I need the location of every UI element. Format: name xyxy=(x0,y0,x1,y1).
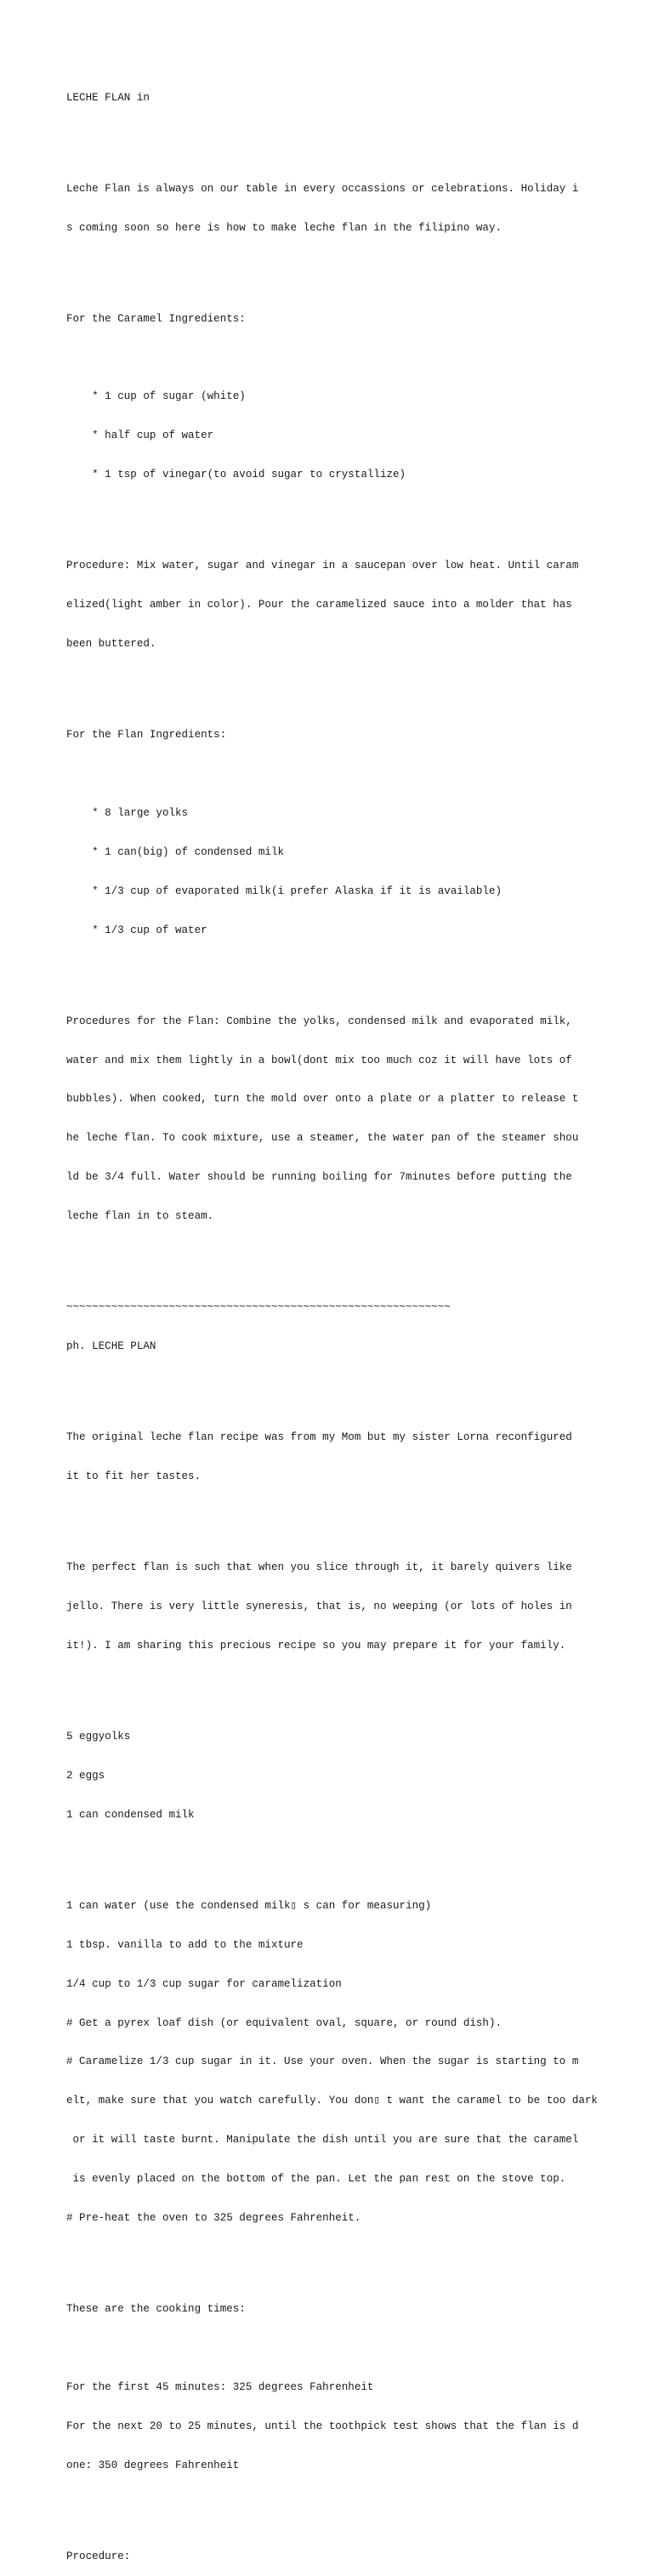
instruction-line: # Pre-heat the oven to 325 degrees Fahrenheit. xyxy=(66,2211,361,2224)
intro-line: s coming soon so here is how to make leche flan in the filipino way. xyxy=(66,221,502,234)
ingredient-line: 1 can water (use the condensed milk▯ s can for measuring) xyxy=(66,1899,432,1912)
flan-procedure-line: he leche flan. To cook mixture, use a steamer, the water pan of the steamer shou xyxy=(66,1132,579,1145)
spacer xyxy=(66,1379,644,1392)
origin-line: it to fit her tastes. xyxy=(66,1470,202,1483)
times-line: For the next 20 to 25 minutes, until the toothpick test shows that the flan is d xyxy=(66,2420,579,2432)
perfect-line: The perfect flan is such that when you slice through it, it barely quivers like xyxy=(66,1561,572,1574)
perfect-line: it!). I am sharing this precious recipe so you may prepare it for your family. xyxy=(66,1639,566,1652)
instruction-line: or it will taste burnt. Manipulate the dish until you are sure that the caramel xyxy=(66,2134,579,2147)
flan-procedure-line: bubbles). When cooked, turn the mold over onto a plate or a platter to release t xyxy=(66,1093,579,1106)
spacer xyxy=(66,508,644,520)
spacer xyxy=(66,677,644,690)
spacer xyxy=(66,1510,644,1522)
document-page xyxy=(66,65,644,2576)
flan-procedure-line: Procedures for the Flan: Combine the yolks, condensed milk and evaporated milk, xyxy=(66,1015,572,1027)
flan-item: * 8 large yolks xyxy=(66,806,189,819)
procedure-heading: Procedure: xyxy=(66,2550,131,2562)
spacer xyxy=(66,1249,644,1262)
instruction-line: elt, make sure that you watch carefully. You don▯ t want the caramel to be too dark xyxy=(66,2095,598,2107)
origin-line: The original leche flan recipe was from my Mom but my sister Lorna reconfigured xyxy=(66,1431,572,1444)
instruction-line: # Get a pyrex loaf dish (or equivalent oval, square, or round dish). xyxy=(66,2016,502,2029)
times-heading: These are the cooking times: xyxy=(66,2303,246,2316)
flan-procedure-line: leche flan in to steam. xyxy=(66,1210,214,1223)
second-title: ph. LECHE PLAN xyxy=(66,1340,156,1353)
ingredient-line: 2 eggs xyxy=(66,1769,105,1782)
caramel-heading: For the Caramel Ingredients: xyxy=(66,312,246,325)
ingredient-line: 5 eggyolks xyxy=(66,1731,131,1743)
caramel-item: * half cup of water xyxy=(66,429,214,442)
times-line: For the first 45 minutes: 325 degrees Fahrenheit xyxy=(66,2380,374,2393)
caramel-item: * 1 cup of sugar (white) xyxy=(66,390,246,403)
spacer xyxy=(66,1848,644,1861)
spacer xyxy=(66,768,644,781)
flan-item: * 1 can(big) of condensed milk xyxy=(66,845,284,858)
spacer xyxy=(66,2499,644,2511)
perfect-line: jello. There is very little syneresis, that is, no weeping (or lots of holes in xyxy=(66,1601,572,1613)
spacer xyxy=(66,963,644,975)
flan-procedure-line: water and mix them lightly in a bowl(dont mix too much coz it will have lots of xyxy=(66,1054,572,1066)
flan-item: * 1/3 cup of water xyxy=(66,924,207,936)
caramel-item: * 1 tsp of vinegar(to avoid sugar to crystallize) xyxy=(66,469,406,481)
instruction-line: # Caramelize 1/3 cup sugar in it. Use your oven. When the sugar is starting to m xyxy=(66,2056,579,2068)
divider: ~~~~~~~~~~~~~~~~~~~~~~~~~~~~~~~~~~~~~~~~~~~~~~~~~~~~~~~~~~~~ xyxy=(66,1301,451,1314)
spacer xyxy=(66,2342,644,2355)
ingredient-line: 1/4 cup to 1/3 cup sugar for caramelization xyxy=(66,1977,342,1990)
flan-item: * 1/3 cup of evaporated milk(i prefer Alaska if it is available) xyxy=(66,884,502,897)
ingredient-line: 1 tbsp. vanilla to add to the mixture xyxy=(66,1938,304,1951)
instruction-line: is evenly placed on the bottom of the pan. Let the pan rest on the stove top. xyxy=(66,2173,566,2186)
spacer xyxy=(66,2251,644,2264)
flan-procedure-line: ld be 3/4 full. Water should be running boiling for 7minutes before putting the xyxy=(66,1171,572,1184)
spacer xyxy=(66,130,644,143)
spacer xyxy=(66,1679,644,1692)
caramel-procedure-line: elized(light amber in color). Pour the caramelized sauce into a molder that has xyxy=(66,599,572,611)
intro-line: Leche Flan is always on our table in every occassions or celebrations. Holiday i xyxy=(66,182,579,195)
spacer xyxy=(66,352,644,365)
flan-heading: For the Flan Ingredients: xyxy=(66,729,227,742)
document-title: LECHE FLAN in xyxy=(66,91,150,104)
ingredient-line: 1 can condensed milk xyxy=(66,1808,195,1821)
times-line: one: 350 degrees Fahrenheit xyxy=(66,2459,240,2471)
spacer xyxy=(66,260,644,273)
caramel-procedure-line: Procedure: Mix water, sugar and vinegar in a saucepan over low heat. Until caram xyxy=(66,560,579,572)
caramel-procedure-line: been buttered. xyxy=(66,638,156,651)
